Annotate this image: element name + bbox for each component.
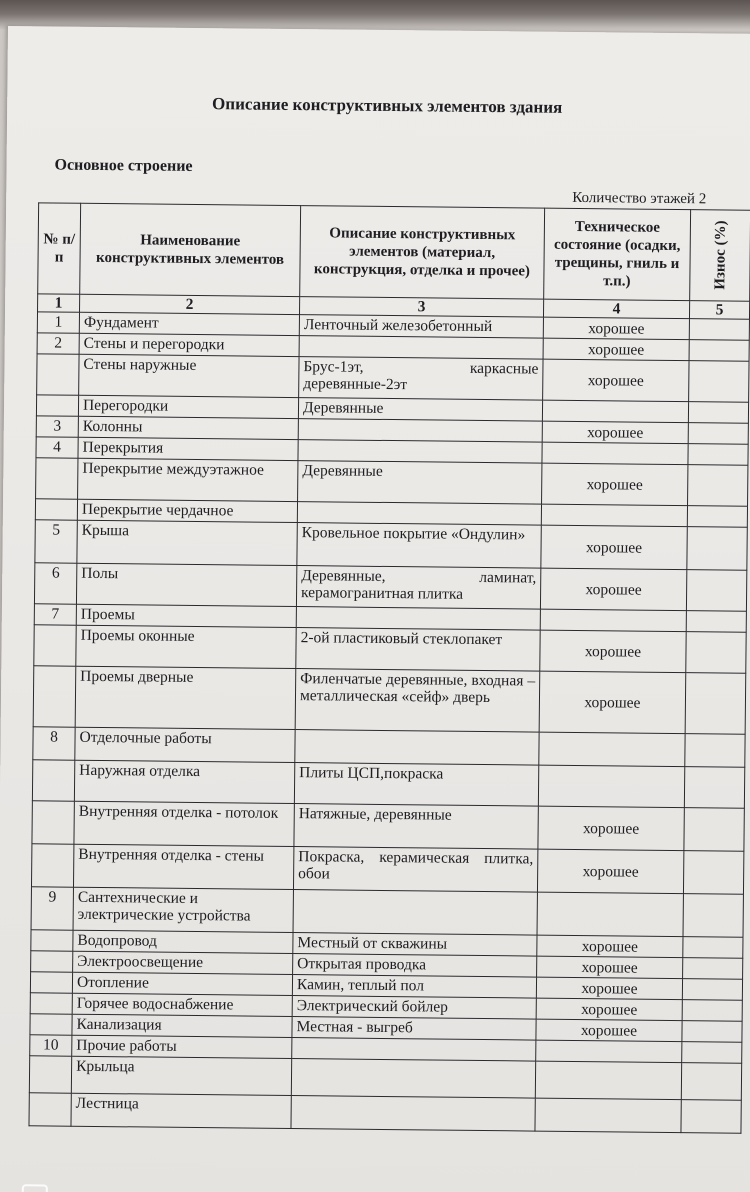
element-name-cell: Отделочные работы	[75, 727, 295, 762]
element-desc-cell	[297, 502, 541, 526]
element-desc-cell	[299, 336, 543, 360]
row-num-cell	[36, 458, 78, 499]
element-desc-cell: Деревянные, ламинат, керамогранитная плитка	[296, 566, 540, 610]
element-name-cell: Внутренняя отделка - стены	[73, 844, 293, 889]
element-name-cell: Стены и перегородки	[79, 333, 299, 356]
row-num-cell	[30, 972, 72, 993]
element-wear-cell	[682, 979, 742, 1001]
element-state-cell	[541, 504, 687, 527]
element-name-cell: Стены наружные	[79, 354, 299, 397]
element-wear-cell	[681, 1063, 741, 1101]
construction-elements-table	[28, 202, 750, 1133]
element-wear-cell	[686, 611, 746, 633]
element-wear-cell	[683, 937, 743, 959]
element-state-cell: хорошее	[541, 525, 687, 570]
element-name-cell: Лестница	[71, 1093, 291, 1128]
row-num-cell	[36, 395, 78, 416]
element-name-cell: Канализация	[72, 1014, 292, 1037]
row-num-cell: 6	[34, 563, 76, 604]
element-wear-cell	[685, 673, 746, 735]
element-wear-cell	[683, 851, 743, 895]
element-wear-cell	[689, 319, 749, 341]
element-desc-cell: Деревянные	[298, 398, 542, 422]
watermark-logo-icon	[22, 1184, 48, 1192]
table-row	[33, 666, 746, 734]
row-num-cell	[30, 993, 72, 1014]
column-number: 3	[299, 297, 543, 318]
element-wear-cell	[683, 894, 743, 938]
element-state-cell	[538, 765, 684, 808]
row-num-cell	[31, 930, 73, 951]
element-state-cell	[539, 732, 685, 767]
row-num-cell	[32, 801, 74, 844]
row-num-cell	[35, 499, 77, 520]
row-num-cell: 8	[33, 727, 75, 760]
element-name-cell: Проемы дверные	[75, 666, 296, 729]
element-state-cell: хорошее	[538, 806, 684, 851]
element-name-cell: Колонны	[78, 416, 298, 439]
row-num-cell	[32, 760, 74, 801]
element-desc-cell	[295, 730, 539, 766]
row-num-cell: 1	[37, 312, 79, 333]
element-desc-cell: Кровельное покрытие «Ондулин»	[297, 523, 541, 569]
element-name-cell: Прочие работы	[72, 1035, 292, 1058]
element-desc-cell	[291, 1096, 535, 1132]
element-state-cell	[535, 1098, 681, 1133]
element-name-cell: Фундамент	[79, 312, 299, 335]
element-desc-cell: Плиты ЦСП,покраска	[294, 763, 538, 807]
document-title: Описание конструктивных элементов здания	[212, 94, 563, 117]
element-name-cell: Перекрытие междуэтажное	[78, 458, 298, 501]
element-wear-cell	[688, 423, 748, 445]
element-state-cell: хорошее	[543, 359, 689, 402]
element-wear-cell	[687, 527, 747, 571]
element-state-cell: хорошее	[536, 998, 682, 1021]
document-page	[0, 26, 750, 1192]
row-num-cell	[31, 844, 73, 887]
row-num-cell: 2	[37, 333, 79, 354]
element-state-cell: хорошее	[537, 935, 683, 958]
table-body	[29, 312, 749, 1133]
element-name-cell: Крыльца	[71, 1056, 291, 1095]
row-num-cell: 7	[34, 604, 76, 625]
element-desc-cell: Натяжные, деревянные	[294, 804, 538, 850]
floors-count-label: Количество этажей 2	[572, 189, 707, 208]
element-desc-cell	[292, 1038, 536, 1062]
header-num: № п/п	[38, 203, 81, 294]
header-name: Наименование конструктивных элементов	[80, 203, 301, 296]
element-wear-cell	[682, 1042, 742, 1064]
element-state-cell	[542, 400, 688, 423]
element-desc-cell: Камин, теплый пол	[292, 975, 536, 999]
element-desc-cell: Филенчатые деревянные, входная – металлическая «сейф» дверь	[295, 669, 540, 733]
element-desc-cell: Ленточный железобетонный	[299, 315, 543, 339]
row-num-cell: 10	[30, 1035, 72, 1056]
row-num-cell	[30, 1014, 72, 1035]
element-name-cell: Внутренняя отделка - потолок	[74, 801, 294, 846]
element-name-cell: Перегородки	[78, 395, 298, 418]
element-wear-cell	[687, 506, 747, 528]
element-state-cell	[540, 609, 686, 632]
element-name-cell: Проемы оконные	[76, 625, 296, 668]
element-state-cell: хорошее	[543, 338, 689, 361]
element-wear-cell	[689, 340, 749, 362]
element-name-cell: Электроосвещение	[73, 951, 293, 974]
column-number: 2	[80, 294, 300, 314]
row-num-cell: 4	[36, 437, 78, 458]
element-desc-cell	[298, 419, 542, 443]
header-desc: Описание конструктивных элементов (материал, конструкция, отделка и прочее)	[300, 206, 545, 300]
element-name-cell: Проемы	[76, 604, 296, 627]
row-num-cell: 9	[31, 887, 73, 930]
column-number: 1	[38, 294, 80, 312]
element-name-cell: Водопровод	[73, 930, 293, 953]
element-wear-cell	[684, 808, 744, 852]
table-row	[29, 1093, 741, 1133]
element-state-cell: хорошее	[537, 849, 683, 894]
element-desc-cell	[293, 890, 537, 936]
element-state-cell: хорошее	[542, 421, 688, 444]
element-wear-cell	[688, 402, 748, 424]
element-desc-cell: Брус-1эт, каркасные деревянные-2эт	[299, 357, 543, 401]
element-state-cell: хорошее	[540, 568, 686, 611]
element-desc-cell: Местный от скважины	[293, 933, 537, 957]
element-state-cell: хорошее	[542, 463, 688, 506]
row-num-cell	[31, 951, 73, 972]
element-wear-cell	[685, 734, 745, 768]
row-num-cell: 3	[36, 416, 78, 437]
element-desc-cell: 2-ой пластиковый стеклопакет	[296, 628, 540, 672]
element-name-cell: Сантехнические и электрические устройства	[73, 887, 293, 932]
element-name-cell: Перекрытие чердачное	[77, 499, 297, 522]
element-desc-cell	[298, 440, 542, 464]
table-header-row	[38, 203, 750, 301]
header-state: Техническое состояние (осадки, трещины, гниль и т.п.)	[544, 208, 691, 301]
element-state-cell: хорошее	[543, 317, 689, 340]
element-desc-cell: Покраска, керамическая плитка, обои	[293, 847, 537, 893]
element-name-cell: Перекрытия	[78, 437, 298, 460]
element-wear-cell	[684, 767, 744, 809]
section-subtitle: Основное строение	[54, 156, 193, 175]
element-wear-cell	[682, 1021, 742, 1043]
element-wear-cell	[686, 632, 746, 674]
element-desc-cell	[296, 607, 540, 631]
column-number: 4	[543, 299, 689, 319]
row-num-cell	[33, 666, 76, 727]
element-wear-cell	[682, 1000, 742, 1022]
header-wear	[690, 210, 750, 302]
element-state-cell	[537, 892, 683, 937]
element-wear-cell	[681, 1100, 741, 1134]
element-state-cell: хорошее	[536, 977, 682, 1000]
element-state-cell	[535, 1061, 681, 1100]
element-name-cell: Крыша	[77, 520, 297, 565]
element-wear-cell	[688, 465, 748, 507]
element-wear-cell	[688, 444, 748, 466]
element-state-cell	[542, 442, 688, 465]
table-row	[31, 887, 743, 937]
element-desc-cell: Деревянные	[298, 461, 542, 505]
element-state-cell: хорошее	[540, 630, 686, 673]
element-wear-cell	[689, 361, 749, 403]
table-row	[31, 844, 743, 894]
element-name-cell: Наружная отделка	[74, 760, 294, 803]
element-desc-cell: Электрический бойлер	[292, 996, 536, 1020]
element-wear-cell	[683, 958, 743, 980]
row-num-cell	[29, 1093, 71, 1126]
element-name-cell: Полы	[76, 563, 296, 606]
element-desc-cell	[291, 1059, 535, 1099]
table-row	[32, 801, 744, 851]
column-number: 5	[689, 301, 749, 320]
element-wear-cell	[686, 570, 746, 612]
element-name-cell: Горячее водоснабжение	[72, 993, 292, 1016]
element-desc-cell: Открытая проводка	[293, 954, 537, 978]
row-num-cell	[37, 354, 79, 395]
element-desc-cell: Местная - выгреб	[292, 1017, 536, 1041]
element-name-cell: Отопление	[72, 972, 292, 995]
table-row	[35, 520, 747, 570]
element-state-cell: хорошее	[536, 1019, 682, 1042]
row-num-cell: 5	[35, 520, 77, 563]
row-num-cell	[34, 625, 76, 666]
row-num-cell	[29, 1056, 71, 1093]
element-state-cell: хорошее	[537, 956, 683, 979]
header-wear-text: Износ (%)	[711, 220, 729, 291]
element-state-cell	[536, 1040, 682, 1063]
element-state-cell: хорошее	[539, 671, 686, 734]
